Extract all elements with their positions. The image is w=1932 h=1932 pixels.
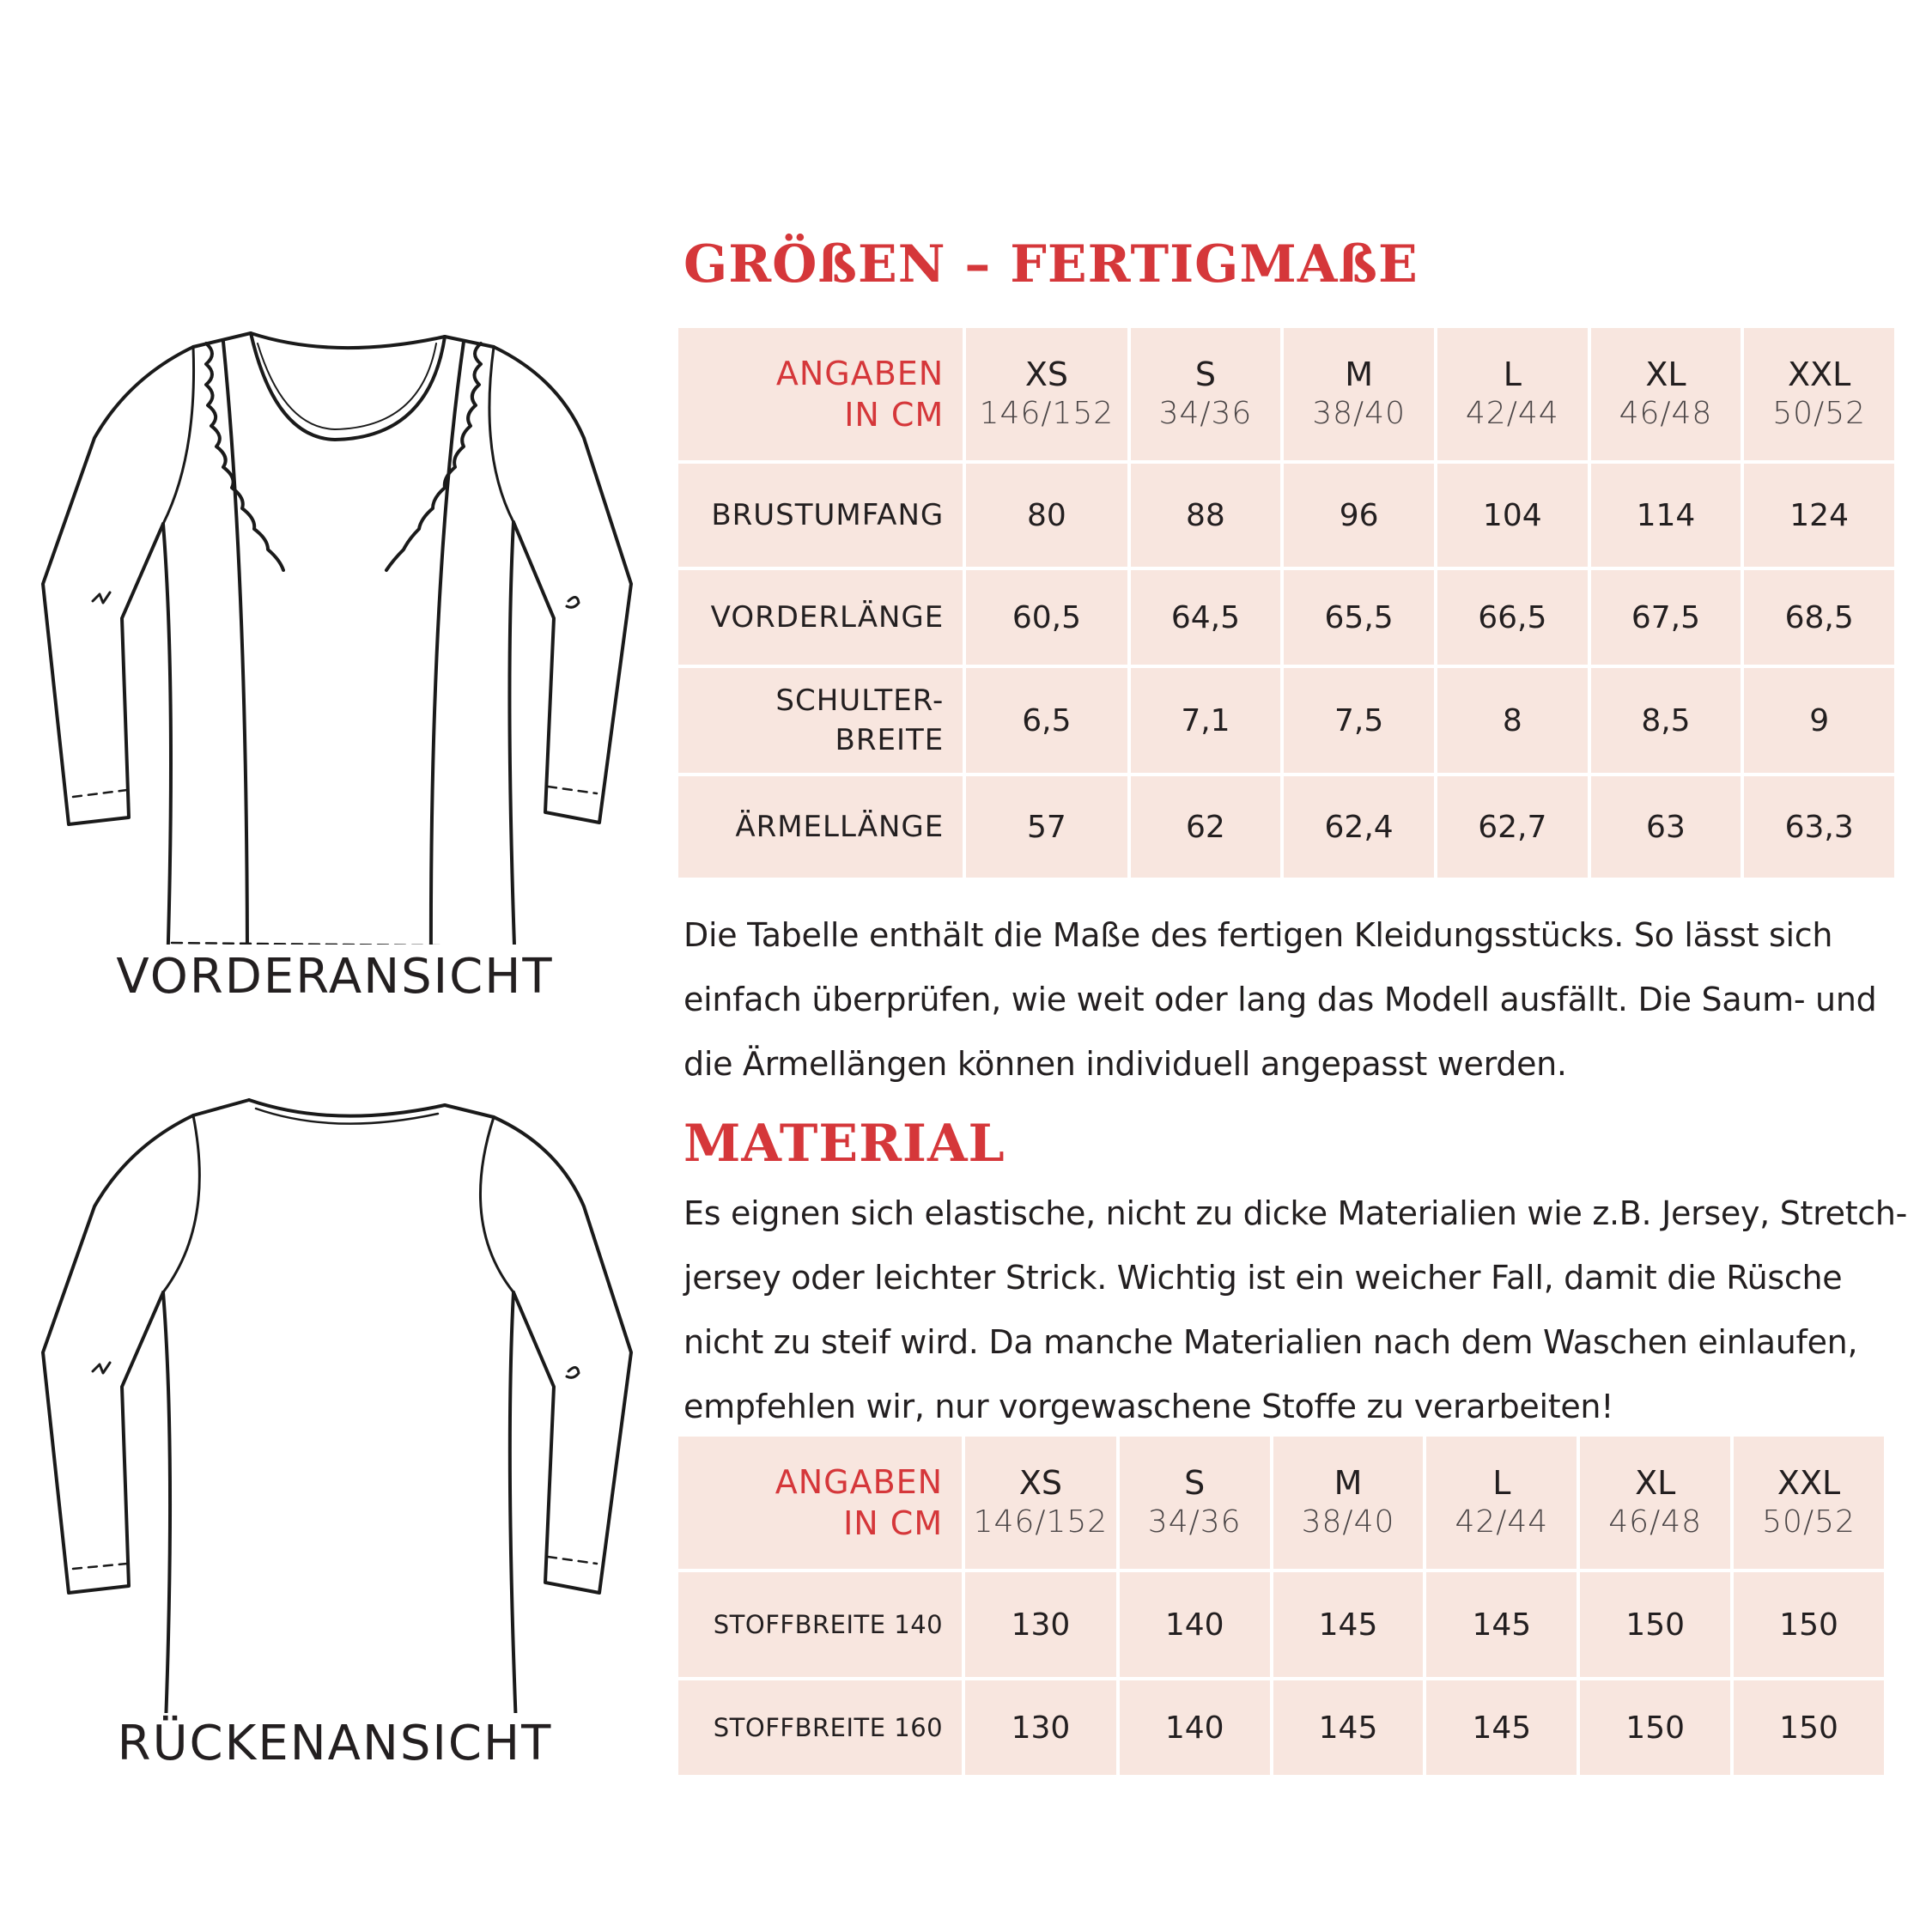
size-column-header	[1437, 328, 1588, 460]
size-name: L	[1503, 355, 1522, 393]
front-view-label: VORDERANSICHT	[116, 949, 554, 1005]
table-cell: 130	[965, 1572, 1116, 1677]
size-column-header	[1734, 1437, 1884, 1569]
size-name: XL	[1635, 1464, 1676, 1502]
table-cell: 150	[1580, 1680, 1730, 1775]
table-cell: 96	[1284, 464, 1434, 567]
table-header-row	[678, 328, 1894, 460]
table-cell: 66,5	[1437, 570, 1588, 665]
size-column-header	[965, 1437, 1116, 1569]
table-cell: 88	[1131, 464, 1281, 567]
note-line: einfach überprüfen, wie weit oder lang das Modell ausfällt. Die Saum- und	[683, 981, 1877, 1018]
size-column-header	[1591, 328, 1741, 460]
material-heading: MATERIAL	[683, 1114, 1005, 1174]
table-cell: 150	[1734, 1572, 1884, 1677]
table-cell: 130	[965, 1680, 1116, 1775]
units-label-line1: ANGABEN	[775, 1463, 944, 1501]
table-header-row	[678, 1437, 1884, 1569]
table-cell: 8,5	[1591, 668, 1741, 773]
row-label-line1: SCHULTER-	[775, 683, 945, 718]
row-label: STOFFBREITE 140	[678, 1572, 962, 1677]
size-column-header	[1131, 328, 1281, 460]
size-name: XXL	[1777, 1464, 1841, 1502]
table-cell: 114	[1591, 464, 1741, 567]
size-column-header	[1744, 328, 1894, 460]
size-name: L	[1492, 1464, 1511, 1502]
size-numbers: 34/36	[1147, 1504, 1242, 1540]
table-cell: 7,1	[1131, 668, 1281, 773]
row-label-line2: BREITE	[835, 723, 945, 757]
table-cell: 64,5	[1131, 570, 1281, 665]
table-cell: 62	[1131, 776, 1281, 878]
table-cell: 68,5	[1744, 570, 1894, 665]
sizes-heading: GRÖßEN – FERTIGMAßE	[683, 234, 1419, 295]
size-numbers: 38/40	[1301, 1504, 1395, 1540]
table-cell: 67,5	[1591, 570, 1741, 665]
table-cell: 145	[1426, 1572, 1577, 1677]
table-cell: 145	[1426, 1680, 1577, 1775]
units-label-line2: IN CM	[843, 1504, 944, 1542]
note-line: die Ärmellängen können individuell angepasst werden.	[683, 1045, 1567, 1083]
size-column-header	[1120, 1437, 1270, 1569]
table-row	[678, 776, 1894, 878]
size-name: M	[1334, 1464, 1363, 1502]
size-column-header	[1426, 1437, 1577, 1569]
size-name: S	[1184, 1464, 1206, 1502]
table-row	[678, 570, 1894, 665]
material-line: Es eignen sich elastische, nicht zu dicke Materialien wie z.B. Jersey, Stretch-	[683, 1194, 1908, 1232]
size-name: XS	[1018, 1464, 1063, 1502]
fabric-requirement-table	[675, 1433, 1887, 1778]
units-label-line2: IN CM	[844, 396, 945, 434]
size-column-header	[966, 328, 1127, 460]
table-cell: 145	[1273, 1680, 1424, 1775]
row-label: VORDERLÄNGE	[678, 570, 963, 665]
size-name: XS	[1024, 355, 1068, 393]
table-cell: 124	[1744, 464, 1894, 567]
material-description	[683, 1182, 1908, 1439]
size-name: XXL	[1788, 355, 1851, 393]
table-cell: 8	[1437, 668, 1588, 773]
table-cell: 145	[1273, 1572, 1424, 1677]
row-label: ÄRMELLÄNGE	[678, 776, 963, 878]
table-cell: 60,5	[966, 570, 1127, 665]
units-label	[678, 328, 963, 460]
size-numbers: 38/40	[1312, 396, 1406, 431]
table-cell: 62,7	[1437, 776, 1588, 878]
size-numbers: 146/152	[973, 1504, 1109, 1540]
measurements-note	[683, 903, 1903, 1097]
size-numbers: 42/44	[1465, 396, 1559, 431]
finished-measurements-table	[675, 325, 1898, 881]
row-label	[678, 668, 963, 773]
size-column-header	[1273, 1437, 1424, 1569]
material-line: empfehlen wir, nur vorgewaschene Stoffe zu verarbeiten!	[683, 1388, 1614, 1425]
size-column-header	[1284, 328, 1434, 460]
table-cell: 9	[1744, 668, 1894, 773]
material-line: jersey oder leichter Strick. Wichtig ist ein weicher Fall, damit die Rüsche	[683, 1259, 1843, 1297]
size-numbers: 42/44	[1455, 1504, 1549, 1540]
table-row	[678, 1572, 1884, 1677]
size-numbers: 46/48	[1608, 1504, 1703, 1540]
note-line: Die Tabelle enthält die Maße des fertigen Kleidungsstücks. So lässt sich	[683, 916, 1833, 954]
row-label: BRUSTUMFANG	[678, 464, 963, 567]
table-cell: 80	[966, 464, 1127, 567]
size-numbers: 34/36	[1158, 396, 1253, 431]
table-cell: 104	[1437, 464, 1588, 567]
size-name: XL	[1645, 355, 1686, 393]
size-name: S	[1194, 355, 1216, 393]
table-cell: 150	[1580, 1572, 1730, 1677]
back-view-label: RÜCKENANSICHT	[117, 1716, 553, 1771]
size-numbers: 50/52	[1772, 396, 1867, 431]
units-label	[678, 1437, 962, 1569]
table-cell: 62,4	[1284, 776, 1434, 878]
size-column-header	[1580, 1437, 1730, 1569]
table-cell: 140	[1120, 1572, 1270, 1677]
table-row	[678, 464, 1894, 567]
table-cell: 6,5	[966, 668, 1127, 773]
table-row	[678, 1680, 1884, 1775]
size-name: M	[1345, 355, 1374, 393]
size-numbers: 50/52	[1762, 1504, 1856, 1540]
front-view-shirt-sketch	[26, 326, 644, 945]
back-view-shirt-sketch	[26, 1095, 644, 1713]
table-cell: 57	[966, 776, 1127, 878]
table-cell: 63	[1591, 776, 1741, 878]
size-numbers: 146/152	[979, 396, 1115, 431]
row-label: STOFFBREITE 160	[678, 1680, 962, 1775]
table-cell: 63,3	[1744, 776, 1894, 878]
units-label-line1: ANGABEN	[775, 355, 945, 392]
material-line: nicht zu steif wird. Da manche Materialien nach dem Waschen einlaufen,	[683, 1323, 1858, 1361]
table-row	[678, 668, 1894, 773]
table-cell: 7,5	[1284, 668, 1434, 773]
size-numbers: 46/48	[1619, 396, 1713, 431]
table-cell: 140	[1120, 1680, 1270, 1775]
table-cell: 150	[1734, 1680, 1884, 1775]
table-cell: 65,5	[1284, 570, 1434, 665]
